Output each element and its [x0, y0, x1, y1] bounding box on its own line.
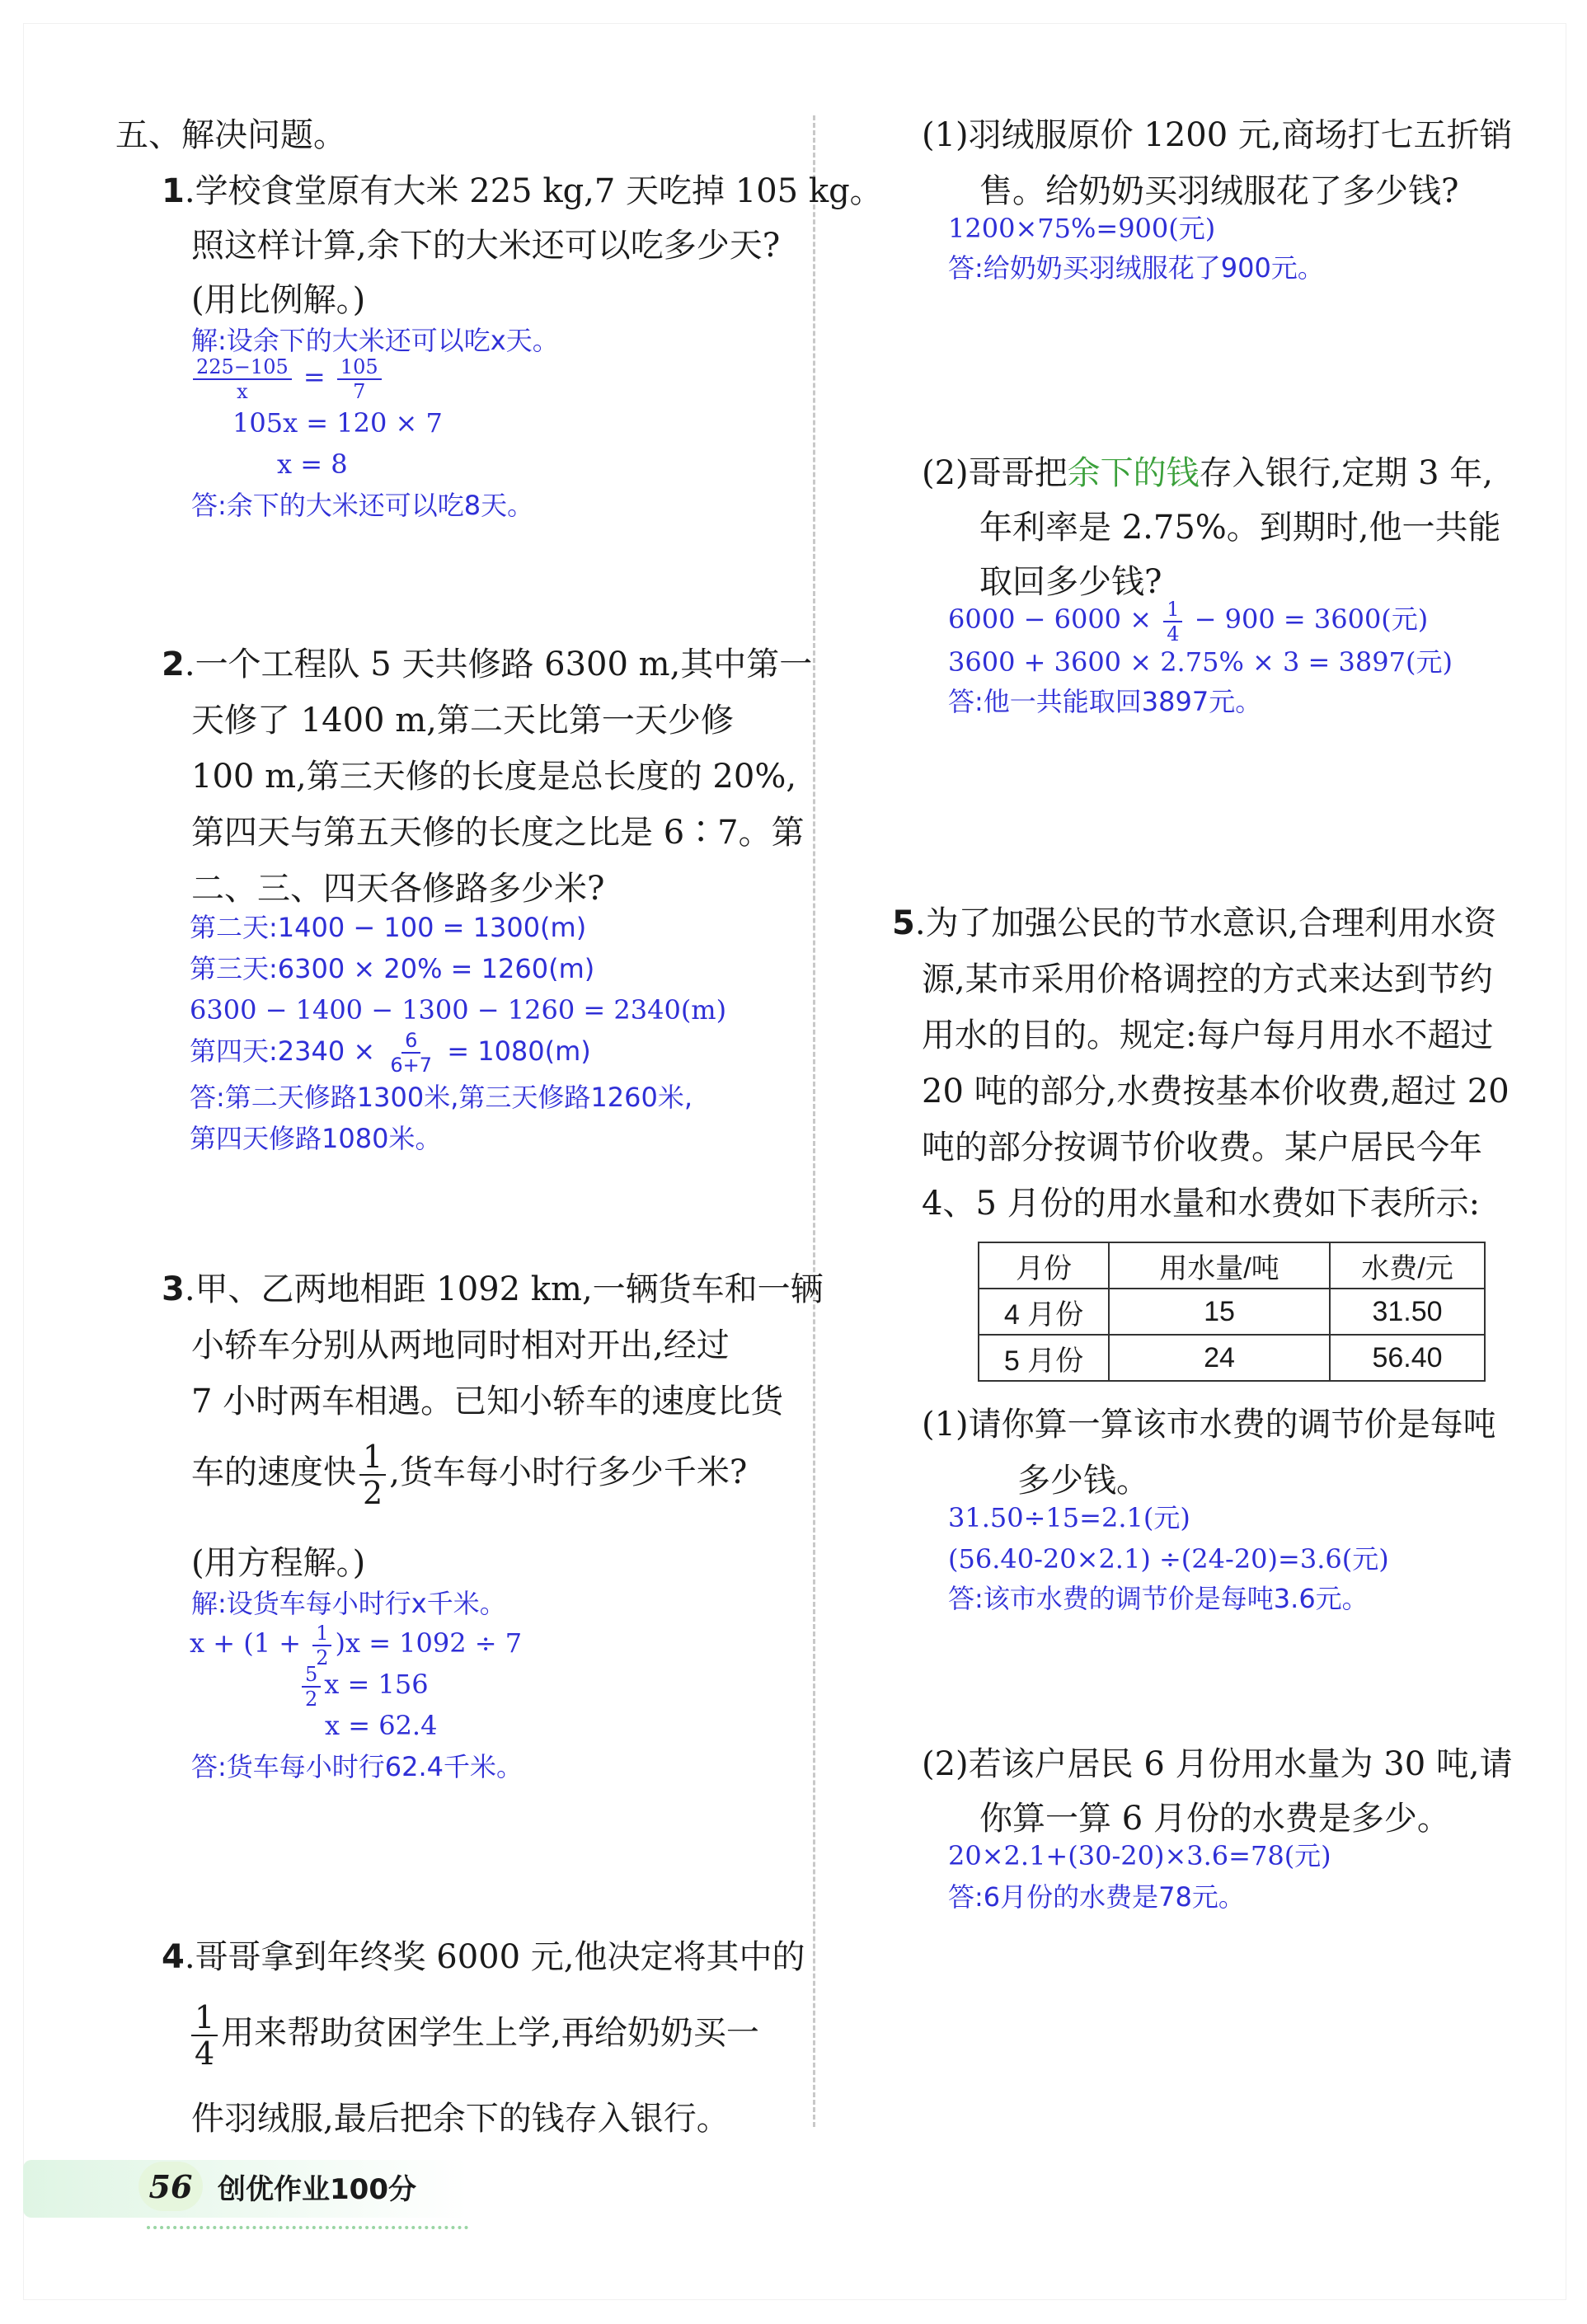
q5-sub2-answer-2: 答:6月份的水费是78元。 [948, 1881, 1245, 1913]
q1-answer-eq2: 105x = 120 × 7 [232, 407, 443, 439]
q2-answer-1: 第二天:1400 − 100 = 1300(m) [190, 912, 587, 943]
q2-line-3: 100 m,第三天修的长度是总长度的 20%, [191, 758, 797, 796]
q5-sub1-answer-2: (56.40-20×2.1) ÷(24-20)=3.6(元) [948, 1543, 1389, 1575]
q3-line-4-num: 1 [359, 1441, 386, 1476]
q2-answer-5: 答:第二天修路1300米,第三天修路1260米, [190, 1082, 693, 1113]
q5-line-2: 源,某市采用价格调控的方式来达到节约 [922, 960, 1493, 998]
q5-sub1-answer-3: 答:该市水费的调节价是每吨3.6元。 [948, 1583, 1369, 1614]
footer-dots [147, 2226, 468, 2229]
q5-text-1: 为了加强公民的节水意识,合理利用水资 [925, 904, 1497, 942]
table-row [979, 1335, 1485, 1381]
q4-sub2-line-1-pre: (2)哥哥把 [922, 454, 1068, 492]
table-header-row [979, 1242, 1485, 1289]
q1-line-2: 照这样计算,余下的大米还可以吃多少天? [191, 227, 781, 265]
table-cell-fee: 56.40 [1330, 1335, 1485, 1381]
q2-answer-4 [190, 1031, 591, 1075]
q3-eq2-post: x = 156 [324, 1669, 429, 1700]
q1-eq1-lhs-num: 225−105 [193, 357, 292, 380]
q5-line-4: 20 吨的部分,水费按基本价收费,超过 20 [922, 1073, 1510, 1110]
q3-answer-conclusion: 答:货车每小时行62.4千米。 [191, 1751, 524, 1782]
section-title: 五、解决问题。 [115, 116, 346, 154]
q4-sub2-answer-1-post: − 900 = 3600(元) [1186, 603, 1429, 635]
q4-text-1: 哥哥拿到年终奖 6000 元,他决定将其中的 [195, 1938, 805, 1976]
q5-sub2-line-2: 你算一算 6 月份的水费是多少。 [979, 1800, 1450, 1838]
q2-text-1: 一个工程队 5 天共修路 6300 m,其中第一 [195, 646, 813, 683]
q4-sub2-answer-1-num: 1 [1163, 599, 1182, 622]
q5-sub1-answer-1: 31.50÷15=2.1(元) [948, 1502, 1190, 1533]
q4-sub2-answer-2: 3600 + 3600 × 2.75% × 3 = 3897(元) [948, 646, 1453, 678]
q4-sub2-answer-1-den: 4 [1167, 622, 1180, 646]
q1-eq1-rhs-den: 7 [353, 379, 366, 403]
table-cell-usage: 15 [1109, 1289, 1330, 1335]
q1-eq1-lhs-den: x [237, 379, 248, 403]
q4-line-1: 4.哥哥拿到年终奖 6000 元,他决定将其中的 [162, 1938, 805, 1976]
q5-line-3: 用水的目的。规定:每户每月用水不超过 [922, 1016, 1494, 1054]
q4-line-2-num: 1 [191, 2002, 218, 2036]
q1-line-3: (用比例解。) [191, 281, 366, 319]
q2-answer-3: 6300 − 1400 − 1300 − 1260 = 2340(m) [190, 994, 727, 1026]
q4-sub2-answer-1-pre: 6000 − 6000 × [948, 603, 1161, 635]
q1-text-1: 学校食堂原有大米 225 kg,7 天吃掉 105 kg。 [195, 172, 883, 210]
q3-answer-eq2 [298, 1664, 429, 1709]
q2-answer-4-post: = 1080(m) [439, 1035, 591, 1067]
q3-eq1-pre: x + (1 + [190, 1627, 310, 1659]
table-cell-month: 5 月份 [979, 1335, 1109, 1381]
q3-line-4-den: 2 [363, 1475, 383, 1511]
q3-line-1: 3.甲、乙两地相距 1092 km,一辆货车和一辆 [162, 1270, 824, 1308]
q2-answer-6: 第四天修路1080米。 [190, 1123, 442, 1154]
q4-sub2-highlight: 余下的钱 [1067, 454, 1200, 492]
q1-answer-conclusion: 答:余下的大米还可以吃8天。 [191, 490, 534, 521]
q3-line-4 [191, 1441, 747, 1509]
q2-answer-4-num: 6 [401, 1031, 420, 1054]
water-usage-table [978, 1242, 1486, 1382]
q4-sub2-answer-1 [948, 599, 1428, 644]
q5-sub1-line-2: 多少钱。 [1017, 1462, 1149, 1500]
q4-sub2-answer-3: 答:他一共能取回3897元。 [948, 686, 1262, 717]
q5-line-5: 吨的部分按调节价收费。某户居民今年 [922, 1129, 1482, 1167]
q4-line-2-post: 用来帮助贫困学生上学,再给奶奶买一 [221, 2014, 759, 2052]
q4-number: 4 [162, 1938, 185, 1976]
q5-sub2-line-1: (2)若该户居民 6 月份用水量为 30 吨,请 [922, 1745, 1513, 1783]
q1-eq1-equals: = [294, 361, 334, 392]
q5-sub2-answer-1: 20×2.1+(30-20)×3.6=78(元) [948, 1840, 1331, 1871]
q4-sub1-line-2: 售。给奶奶买羽绒服花了多少钱? [979, 172, 1459, 210]
q4-sub2-line-1-post: 存入银行,定期 3 年, [1199, 454, 1493, 492]
table-header-month: 月份 [979, 1242, 1109, 1289]
q4-sub1-answer-2: 答:给奶奶买羽绒服花了900元。 [948, 252, 1324, 284]
q2-line-5: 二、三、四天各修路多少米? [191, 870, 605, 908]
q5-line-1: 5.为了加强公民的节水意识,合理利用水资 [892, 904, 1497, 942]
q4-line-2-den: 4 [195, 2035, 215, 2072]
q3-text-1: 甲、乙两地相距 1092 km,一辆货车和一辆 [195, 1270, 824, 1308]
q3-eq1-den: 2 [316, 1646, 329, 1669]
q1-answer-eq1 [190, 356, 385, 401]
q4-sub2-line-1 [922, 445, 1493, 501]
q1-answer-setup: 解:设余下的大米还可以吃x天。 [191, 325, 559, 356]
q3-eq1-num: 1 [312, 1623, 331, 1646]
table-cell-fee: 31.50 [1330, 1289, 1485, 1335]
q3-answer-setup: 解:设货车每小时行x千米。 [191, 1588, 506, 1619]
q4-sub2-line-3: 取回多少钱? [979, 563, 1162, 601]
q1-line-1: 1.学校食堂原有大米 225 kg,7 天吃掉 105 kg。 [162, 172, 883, 210]
q3-line-5: (用方程解。) [191, 1544, 366, 1582]
table-cell-month: 4 月份 [979, 1289, 1109, 1335]
q3-eq2-num: 5 [302, 1664, 321, 1688]
q4-sub1-answer-1: 1200×75%=900(元) [948, 213, 1216, 244]
table-header-fee: 水费/元 [1330, 1242, 1485, 1289]
q2-answer-4-pre: 第四天:2340 × [190, 1035, 384, 1067]
q1-eq1-rhs-num: 105 [337, 357, 382, 380]
q1-number: 1 [162, 172, 185, 210]
q3-eq1-post: )x = 1092 ÷ 7 [335, 1627, 523, 1659]
q5-line-6: 4、5 月份的用水量和水费如下表所示: [922, 1185, 1481, 1223]
q2-line-2: 天修了 1400 m,第二天比第一天少修 [191, 702, 734, 739]
q4-sub2-line-2: 年利率是 2.75%。到期时,他一共能 [979, 509, 1501, 547]
q3-number: 3 [162, 1270, 185, 1308]
table-row [979, 1289, 1485, 1335]
q2-answer-2: 第三天:6300 × 20% = 1260(m) [190, 953, 595, 984]
table-header-usage: 用水量/吨 [1109, 1242, 1330, 1289]
q5-sub1-line-1: (1)请你算一算该市水费的调节价是每吨 [922, 1406, 1496, 1444]
table-cell-usage: 24 [1109, 1335, 1330, 1381]
q2-number: 2 [162, 646, 185, 683]
column-divider [813, 115, 815, 2127]
q4-line-3: 件羽绒服,最后把余下的钱存入银行。 [191, 2100, 730, 2138]
q3-line-3: 7 小时两车相遇。已知小轿车的速度比货 [191, 1383, 784, 1420]
q1-answer-eq3: x = 8 [277, 448, 348, 480]
q5-number: 5 [892, 904, 915, 942]
q3-line-2: 小轿车分别从两地同时相对开出,经过 [191, 1326, 730, 1364]
q3-line-4-post: ,货车每小时行多少千米? [389, 1453, 748, 1491]
q4-line-2 [188, 1999, 759, 2072]
q3-line-4-pre: 车的速度快 [191, 1453, 356, 1491]
q2-answer-4-den: 6+7 [390, 1054, 433, 1077]
q4-sub1-line-1: (1)羽绒服原价 1200 元,商场打七五折销 [922, 116, 1513, 154]
q2-line-4: 第四天与第五天修的长度之比是 6∶7。第 [191, 814, 805, 852]
q2-line-1: 2.一个工程队 5 天共修路 6300 m,其中第一 [162, 646, 813, 683]
q3-answer-eq1 [190, 1622, 522, 1668]
book-title: 创优作业100分 [218, 2173, 416, 2206]
q3-answer-eq3: x = 62.4 [325, 1710, 438, 1741]
page-number: 56 [139, 2162, 203, 2211]
q3-eq2-den: 2 [305, 1687, 318, 1711]
